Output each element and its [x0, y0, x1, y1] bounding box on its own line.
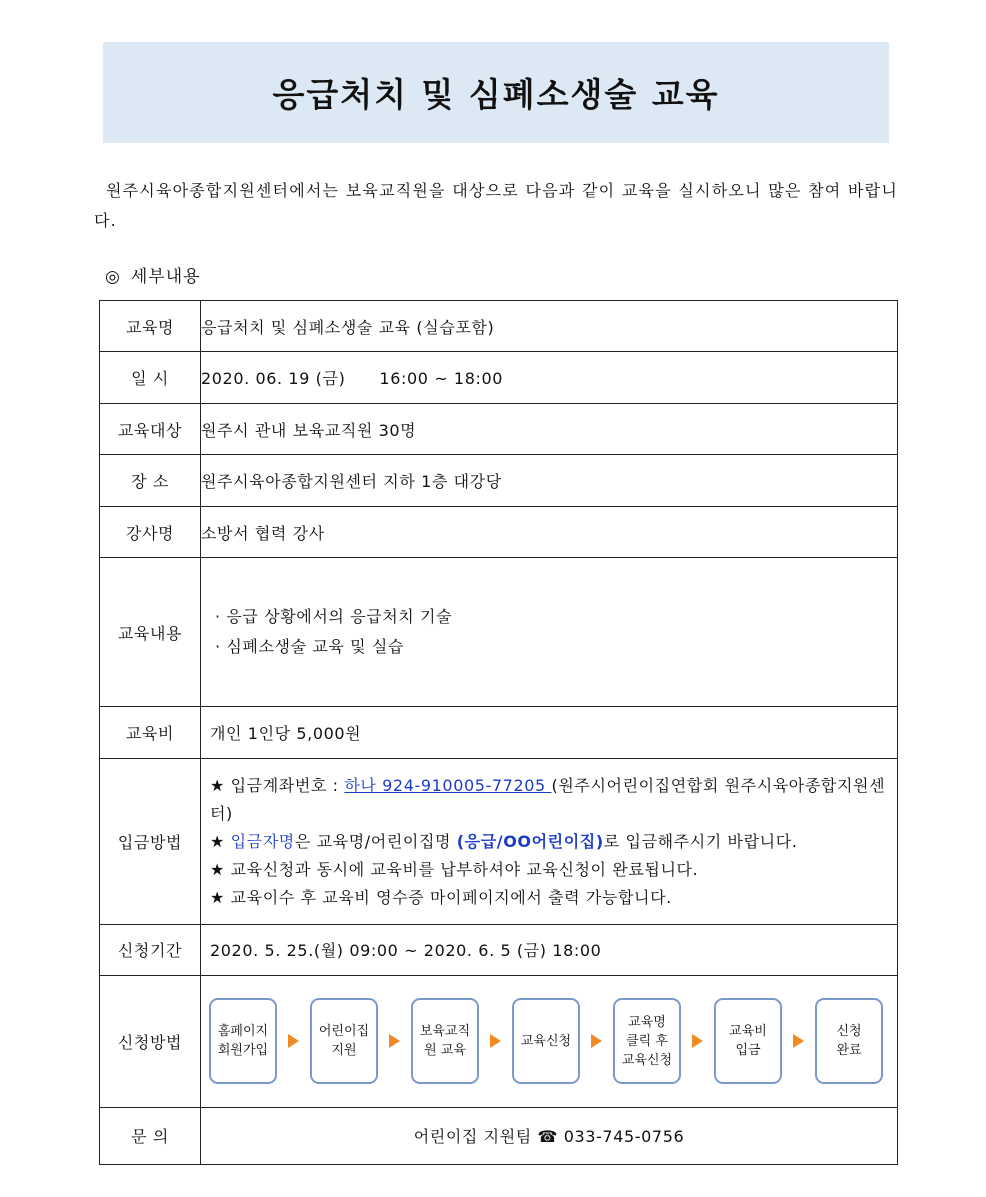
value-period: 2020. 5. 25.(월) 09:00 ~ 2020. 6. 5 (금) 18:00 [201, 924, 898, 975]
payment-account-line [210, 772, 897, 828]
value-fee: 개인 1인당 5,000원 [201, 707, 898, 759]
row-content [100, 558, 898, 707]
label-payment: 입금방법 [100, 759, 201, 924]
step-text: 클릭 후 [626, 1033, 668, 1049]
depositor-mid: 은 교육명/어린이집명 [294, 831, 457, 851]
flow-step [209, 998, 277, 1084]
label-place: 장 소 [100, 455, 201, 507]
event-date: 2020. 06. 19 (금) [201, 369, 346, 389]
value-method [201, 975, 898, 1107]
row-datetime [100, 352, 898, 404]
step-text: 어린이집 [318, 1024, 370, 1040]
value-datetime [201, 352, 898, 404]
value-content [201, 558, 898, 707]
arrow-right-icon [389, 1034, 400, 1048]
star-prefix: ★ [210, 831, 231, 851]
account-holder: (원주시어린이집연합회 원주시육아종합지원센터) [210, 775, 886, 823]
label-instructor: 강사명 [100, 507, 201, 558]
value-target: 원주시 관내 보육교직원 30명 [201, 404, 898, 455]
section-heading [105, 262, 201, 287]
value-course-name: 응급처치 및 심폐소생술 교육 (실습포함) [201, 301, 898, 352]
title-banner [103, 42, 889, 143]
section-label: 세부내용 [130, 267, 201, 287]
value-contact [201, 1107, 898, 1164]
step-text: 회원가입 [217, 1043, 269, 1059]
flow-step [815, 998, 883, 1084]
flow-step [512, 998, 580, 1084]
value-instructor: 소방서 협력 강사 [201, 507, 898, 558]
label-fee: 교육비 [100, 707, 201, 759]
step-text: 교육신청 [621, 1052, 673, 1068]
step-text: 홈페이지 [217, 1024, 269, 1040]
step-text: 신청 [836, 1024, 862, 1040]
content-item: · 심폐소생술 교육 및 실습 [215, 637, 404, 657]
content-item: · 응급 상황에서의 응급처치 기술 [215, 607, 453, 627]
row-contact [100, 1107, 898, 1164]
label-target: 교육대상 [100, 404, 201, 455]
row-target [100, 404, 898, 455]
contact-phone: 033-745-0756 [563, 1127, 685, 1147]
contact-team: 어린이집 지원팀 [413, 1127, 532, 1147]
double-circle-icon: ◎ [105, 267, 121, 287]
row-period [100, 924, 898, 975]
label-contact: 문 의 [100, 1107, 201, 1164]
flow-step [714, 998, 782, 1084]
application-flow [201, 998, 897, 1084]
flow-step [310, 998, 378, 1084]
label-method: 신청방법 [100, 975, 201, 1107]
label-datetime: 일 시 [100, 352, 201, 404]
account-number: 하나 924-910005-77205 [344, 775, 552, 795]
step-text: 교육명 [628, 1014, 666, 1030]
depositor-label: 입금자명 [230, 831, 295, 851]
row-instructor [100, 507, 898, 558]
arrow-right-icon [692, 1034, 703, 1048]
value-place: 원주시육아종합지원센터 지하 1층 대강당 [201, 455, 898, 507]
arrow-right-icon [288, 1034, 299, 1048]
details-table [99, 300, 898, 1165]
row-course-name [100, 301, 898, 352]
label-period: 신청기간 [100, 924, 201, 975]
depositor-example: (응급/OO어린이집) [456, 831, 604, 851]
row-fee [100, 707, 898, 759]
step-text: 교육비 [729, 1024, 767, 1040]
step-text: 원 교육 [424, 1043, 466, 1059]
step-text: 입금 [735, 1043, 761, 1059]
flow-step [613, 998, 681, 1084]
arrow-right-icon [591, 1034, 602, 1048]
intro-paragraph: 원주시육아종합지원센터에서는 보육교직원을 대상으로 다음과 같이 교육을 실시하오니 많은 참여 바랍니다. [94, 181, 898, 230]
step-text: 완료 [836, 1043, 862, 1059]
label-course-name: 교육명 [100, 301, 201, 352]
payment-note: ★ 교육신청과 동시에 교육비를 납부하셔야 교육신청이 완료됩니다. [210, 859, 699, 879]
value-payment [201, 759, 898, 924]
page-title: 응급처치 및 심폐소생술 교육 [272, 75, 720, 114]
phone-icon: ☎ [537, 1127, 559, 1147]
payment-depositor-line [210, 828, 897, 856]
row-payment [100, 759, 898, 924]
depositor-end: 로 입금해주시기 바랍니다. [603, 831, 798, 851]
account-prefix: ★ 입금계좌번호 : [210, 775, 345, 795]
arrow-right-icon [793, 1034, 804, 1048]
step-text: 교육신청 [520, 1033, 572, 1049]
payment-note: ★ 교육이수 후 교육비 영수증 마이페이지에서 출력 가능합니다. [210, 887, 672, 907]
step-text: 지원 [331, 1043, 357, 1059]
label-content: 교육내용 [100, 558, 201, 707]
arrow-right-icon [490, 1034, 501, 1048]
row-place [100, 455, 898, 507]
row-method [100, 975, 898, 1107]
step-text: 보육교직 [419, 1024, 471, 1040]
flow-step [411, 998, 479, 1084]
event-time: 16:00 ~ 18:00 [379, 369, 504, 389]
